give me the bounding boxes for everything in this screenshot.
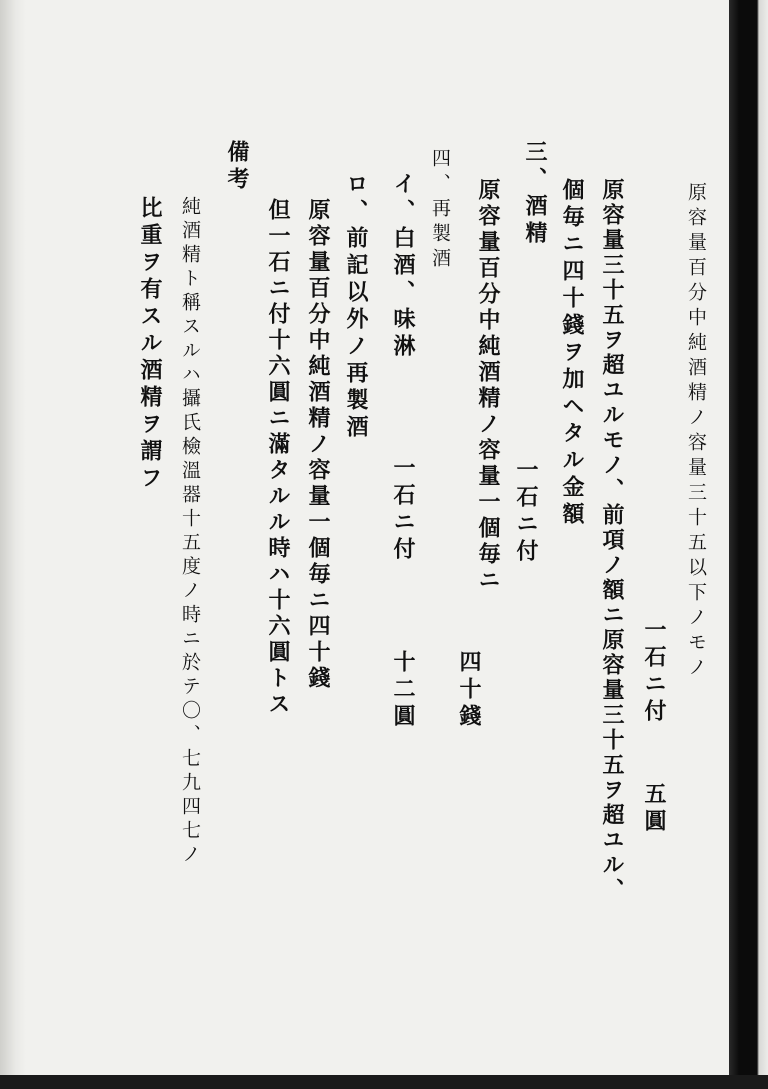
text-line-18: 純酒精ト稱スルハ攝氏檢溫器十五度ノ時ニ於テ〇、七九四七ノ — [179, 196, 201, 868]
text-line-4: 原容量三十五ヲ超ユルモノ、前項ノ額ニ原容量三十五ヲ超ユル、 — [599, 178, 625, 903]
text-line-3: 五圓 — [641, 782, 667, 836]
text-line-14: ロ、前記以外ノ再製酒 — [343, 172, 369, 442]
remarks-heading: 備考 — [224, 140, 250, 194]
text-line-19: 比重ヲ有スル酒精ヲ謂フ — [137, 196, 163, 493]
text-line-1: 原容量百分中純酒精ノ容量三十五以下ノモノ — [685, 182, 707, 682]
section-3-heading: 三、酒精 — [522, 140, 548, 248]
text-line-12: 一石ニ付 — [390, 456, 416, 564]
section-4-heading: 四、再製酒 — [429, 148, 451, 273]
text-line-9: 四十錢 — [456, 650, 482, 731]
page-gutter-shadow — [0, 0, 26, 1075]
scan-right-edge — [729, 0, 768, 1089]
text-line-2: 一石ニ付 — [641, 618, 667, 726]
text-line-16: 但一石ニ付十六圓ニ滿タルル時ハ十六圓トス — [265, 198, 291, 718]
scan-bottom-edge — [0, 1075, 768, 1089]
text-line-13: 十二圓 — [390, 650, 416, 731]
text-line-8: 原容量百分中純酒精ノ容量一個毎ニ — [475, 178, 501, 594]
text-line-11: イ、白酒、味淋 — [390, 172, 416, 361]
text-line-7: 一石ニ付 — [513, 458, 539, 566]
text-line-15: 原容量百分中純酒精ノ容量一個毎ニ四十錢 — [305, 198, 331, 692]
text-line-5: 個毎ニ四十錢ヲ加ヘタル金額 — [559, 178, 585, 529]
